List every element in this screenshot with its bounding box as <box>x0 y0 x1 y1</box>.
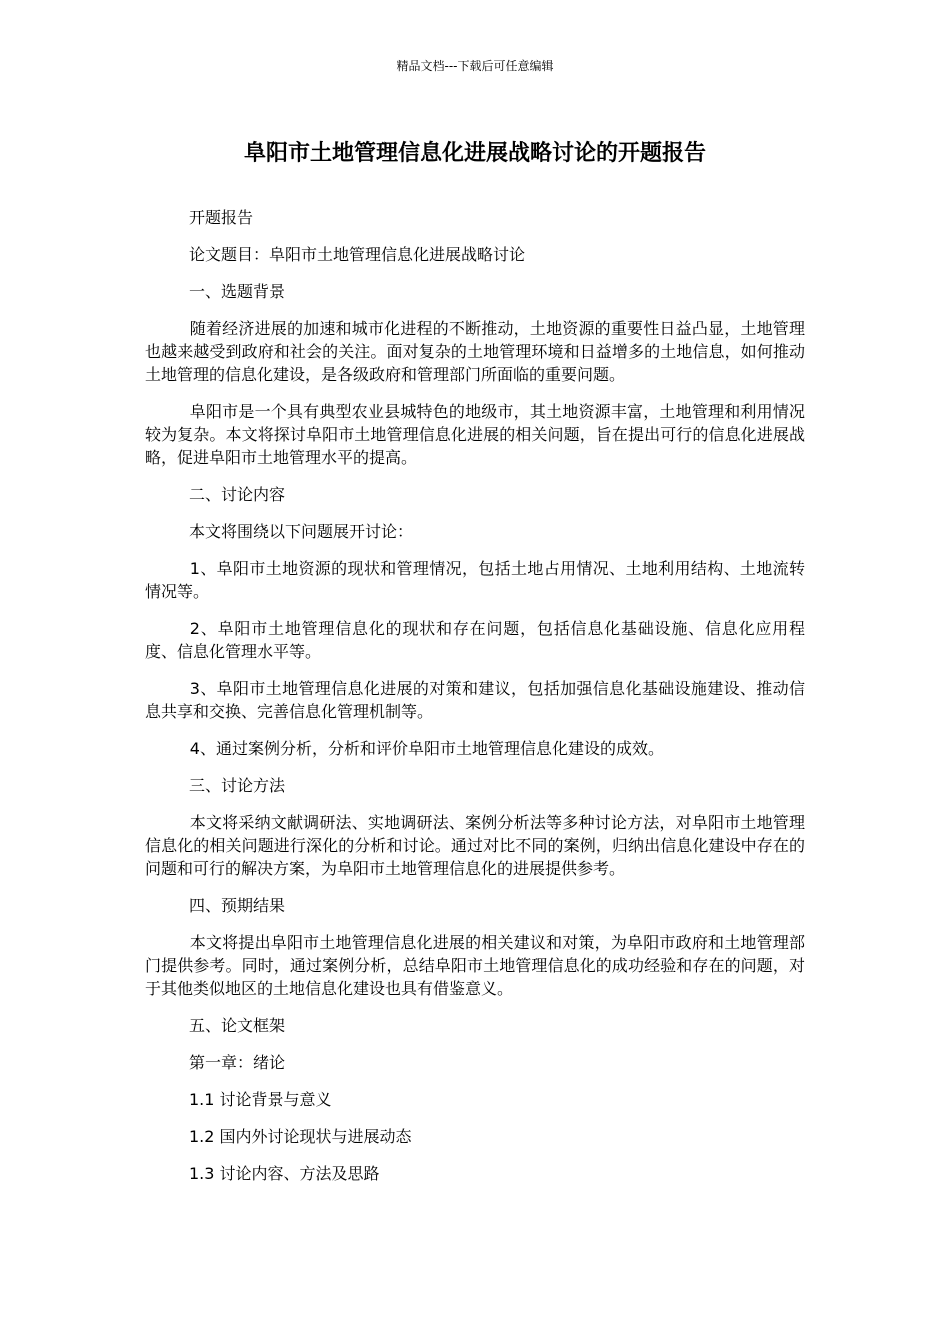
section-heading-results: 四、预期结果 <box>189 896 286 915</box>
section-heading-background: 一、选题背景 <box>189 282 286 301</box>
section-heading-content: 二、讨论内容 <box>189 485 286 504</box>
list-item: 4、通过案例分析，分析和评价阜阳市土地管理信息化建设的成效。 <box>189 739 664 758</box>
document-body <box>145 206 805 1199</box>
outline-item: 1.1 讨论背景与意义 <box>189 1090 332 1109</box>
list-item: 2、阜阳市土地管理信息化的现状和存在问题，包括信息化基础设施、信息化应用程度、信息化管理水平等。 <box>145 619 805 661</box>
section-heading-framework: 五、论文框架 <box>189 1016 286 1035</box>
paragraph: 本文将提出阜阳市土地管理信息化进展的相关建议和对策，为阜阳市政府和土地管理部门提供参考。同时，通过案例分析，总结阜阳市土地管理信息化的成功经验和存在的问题，对于其他类似地区的土地信息化建设也具有借鉴意义。 <box>145 933 805 998</box>
outline-item: 1.3 讨论内容、方法及思路 <box>189 1164 380 1183</box>
page-header: 精品文档---下载后可任意编辑 <box>396 59 554 73</box>
section-heading-method: 三、讨论方法 <box>189 776 286 795</box>
document-title: 阜阳市土地管理信息化进展战略讨论的开题报告 <box>243 141 706 166</box>
report-label: 开题报告 <box>189 208 254 227</box>
chapter-heading: 第一章：绪论 <box>189 1053 286 1072</box>
outline-item: 1.2 国内外讨论现状与进展动态 <box>189 1127 412 1146</box>
paragraph: 本文将采纳文献调研法、实地调研法、案例分析法等多种讨论方法，对阜阳市土地管理信息化的相关问题进行深化的分析和讨论。通过对比不同的案例，归纳出信息化建设中存在的问题和可行的解决方案，为阜阳市土地管理信息化的进展提供参考。 <box>145 813 805 878</box>
list-item: 3、阜阳市土地管理信息化进展的对策和建议，包括加强信息化基础设施建设、推动信息共享和交换、完善信息化管理机制等。 <box>145 679 805 721</box>
thesis-title: 论文题目：阜阳市土地管理信息化进展战略讨论 <box>189 245 526 264</box>
list-item: 1、阜阳市土地资源的现状和管理情况，包括土地占用情况、土地利用结构、土地流转情况等。 <box>145 559 805 601</box>
paragraph: 本文将围绕以下问题展开讨论： <box>189 522 414 541</box>
paragraph: 阜阳市是一个具有典型农业县城特色的地级市，其土地资源丰富，土地管理和利用情况较为复杂。本文将探讨阜阳市土地管理信息化进展的相关问题，旨在提出可行的信息化进展战略，促进阜阳市土地管理水平的提高。 <box>145 402 805 467</box>
paragraph: 随着经济进展的加速和城市化进程的不断推动，土地资源的重要性日益凸显，土地管理也越来越受到政府和社会的关注。面对复杂的土地管理环境和日益增多的土地信息，如何推动土地管理的信息化建设，是各级政府和管理部门所面临的重要问题。 <box>145 319 805 384</box>
